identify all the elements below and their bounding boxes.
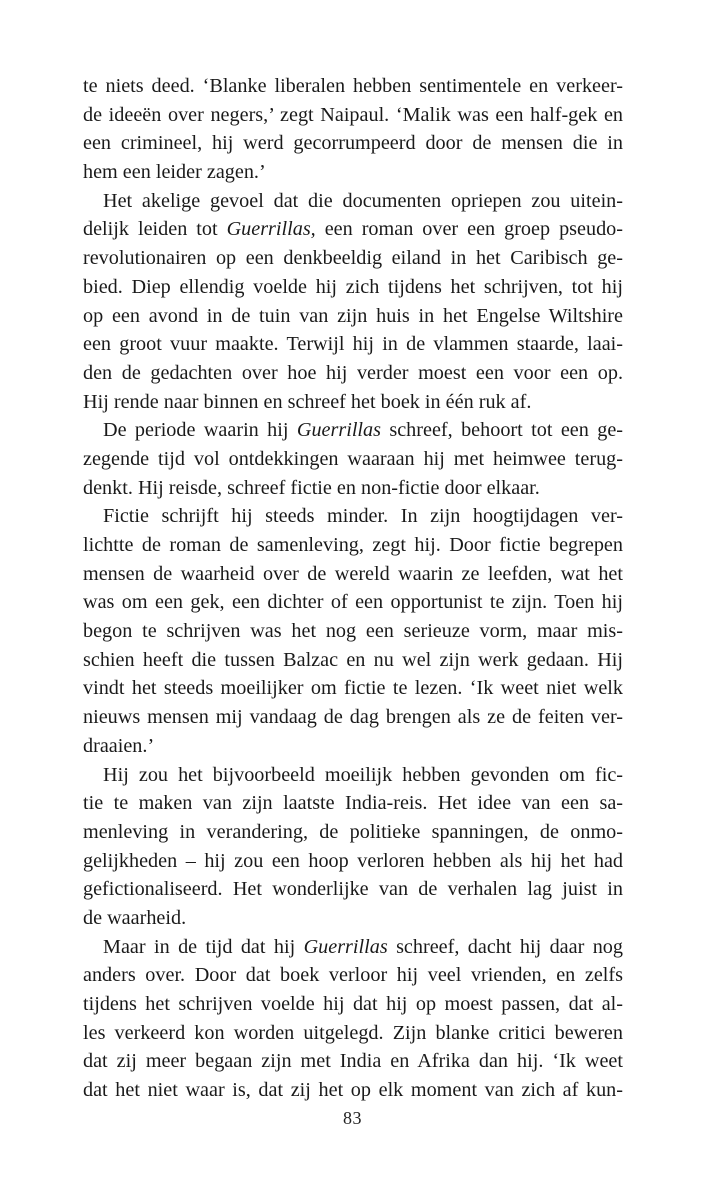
text-line: menleving in verandering, de politieke spanningen, de onmo- [83, 820, 623, 843]
text-line: een crimineel, hij werd gecorrumpeerd door de mensen die in [83, 132, 623, 155]
text-run: De periode waarin hij [103, 419, 297, 442]
paragraph-start-line [83, 933, 623, 962]
text-line: de waarheid. [83, 906, 187, 929]
text-line: schien heeft die tussen Balzac en nu wel zijn werk gedaan. Hij [83, 648, 623, 671]
paragraph-start-line: Fictie schrijft hij steeds minder. In zijn hoogtijdagen ver- [103, 505, 623, 528]
book-title-italic: Guerrillas [303, 935, 388, 958]
text-line: Hij rende naar binnen en schreef het boek in één ruk af. [83, 390, 532, 413]
paragraph-start-line [83, 416, 623, 445]
text-line: lichtte de roman de samenleving, zegt hij. Door fictie begrepen [83, 534, 623, 556]
book-title-italic: Guerrillas [296, 419, 381, 442]
text-line: begon te schrijven was het nog een serieuze vorm, maar mis- [83, 620, 623, 643]
text-line: les verkeerd kon worden uitgelegd. Zijn blanke critici beweren [83, 1021, 623, 1044]
text-line: de ideeën over negers,’ zegt Naipaul. ‘Malik was een half-gek en [83, 103, 623, 126]
text-line [83, 215, 623, 244]
text-run: schreef, behoort tot een ge- [380, 419, 624, 442]
paragraph-start-line: Het akelige gevoel dat die documenten opriepen zou uitein- [103, 189, 623, 212]
text-line: hem een leider zagen.’ [83, 161, 266, 184]
body-text [83, 72, 623, 1105]
page-number: 83 [343, 1108, 362, 1128]
text-line: anders over. Door dat boek verloor hij veel vrienden, en zelfs [83, 964, 623, 987]
paragraph-start-line: Hij zou het bijvoorbeeld moeilijk hebben gevonden om fic- [103, 763, 623, 786]
text-line: vindt het steeds moeilijker om fictie te lezen. ‘Ik weet niet welk [83, 677, 623, 700]
text-line: bied. Diep ellendig voelde hij zich tijdens het schrijven, tot hij [83, 275, 623, 298]
text-line: denkt. Hij reisde, schreef fictie en non-fictie door elkaar. [83, 476, 540, 499]
text-line: mensen de waarheid over de wereld waarin ze leefden, wat het [83, 562, 623, 585]
text-line: zegende tijd vol ontdekkingen waaraan hij met heimwee terug- [83, 447, 623, 470]
text-run: schreef, dacht hij daar nog [387, 935, 623, 958]
text-line: was om een gek, een dichter of een opportunist te zijn. Toen hij [83, 591, 623, 614]
text-run: een roman over een groep pseudo- [315, 218, 623, 241]
text-line: den de gedachten over hoe hij verder moest een voor een op. [83, 361, 623, 384]
book-title-italic: Guerrillas, [226, 218, 316, 241]
text-line: gelijkheden – hij zou een hoop verloren hebben als hij het had [83, 849, 623, 872]
text-line: dat het niet waar is, dat zij het op elk moment van zich af kun- [83, 1079, 623, 1102]
text-run: delijk leiden tot [83, 218, 227, 241]
text-line: dat zij meer begaan zijn met India en Afrika dan hij. ‘Ik weet [83, 1050, 623, 1073]
text-line: revolutionairen op een denkbeeldig eiland in het Caribisch ge- [83, 247, 623, 270]
text-line: te niets deed. ‘Blanke liberalen hebben sentimentele en verkeer- [83, 75, 623, 97]
text-line: nieuws mensen mij vandaag de dag brengen als ze de feiten ver- [83, 706, 623, 729]
text-line: een groot vuur maakte. Terwijl hij in de vlammen staarde, laai- [83, 333, 623, 356]
text-line: tijdens het schrijven voelde hij dat hij op moest passen, dat al- [83, 993, 623, 1015]
text-line: tie te maken van zijn laatste India-reis. Het idee van een sa- [83, 792, 623, 815]
text-line: op een avond in de tuin van zijn huis in het Engelse Wiltshire [83, 304, 623, 327]
text-line: gefictionaliseerd. Het wonderlijke van de verhalen lag juist in [83, 878, 623, 901]
text-line: draaien.’ [83, 734, 155, 757]
text-run: Maar in de tijd dat hij [103, 935, 304, 958]
